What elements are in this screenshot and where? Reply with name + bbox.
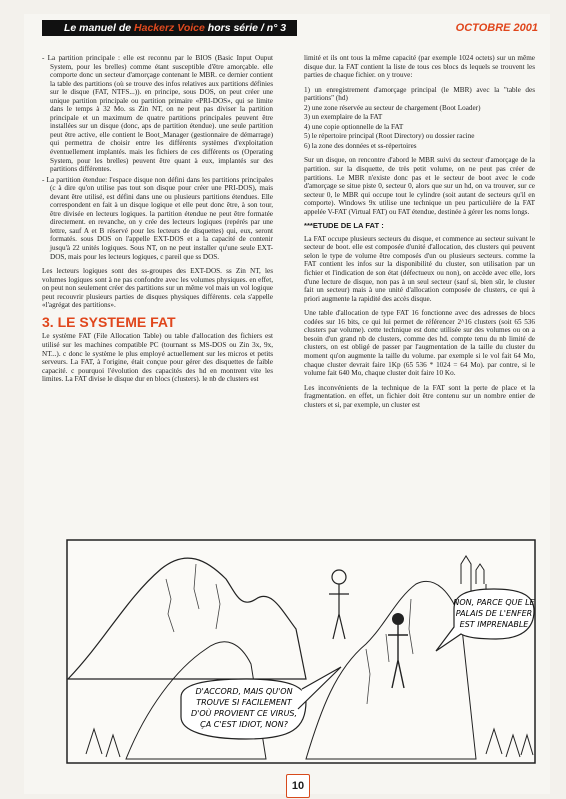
header-title xyxy=(42,20,297,36)
comic-illustration xyxy=(66,539,536,764)
bubble-right-line-2: PALAIS DE L'ENFER xyxy=(455,609,533,618)
page-header xyxy=(42,20,538,38)
paragraph: La FAT occupe plusieurs secteurs du disque, et commence au secteur suivant le secteur de boot. elle est composée d'unité d'allocation, des clusters qui peuvent selon le type de volume être composés d'un ou plusieurs secteurs. comme la FAT contient les infos sur la disponibilité du cluster, son utilisation par un fichier et l'indication de son état (défectueux ou non), on accède avec elle, lors d'une lecture de disque, non pas à un seul secteur (sauf si, bien sûr, le cluster fait un secteur) mais à une unité d'allocation composée de clusters, ce qui à priori augmente la rapidité des accès disque. xyxy=(304,234,535,303)
man-figure-head xyxy=(392,613,404,625)
partition-list xyxy=(42,54,273,261)
header-title-prefix: Le manuel de xyxy=(64,22,135,34)
bubble-left-line-3: D'OÙ PROVIENT CE VIRUS, xyxy=(190,709,298,718)
list-item: 5) le répertoire principal (Root Directory) ou dossier racine xyxy=(304,132,475,141)
list-item: - La partition principale : elle est reconnu par le BIOS (Basic Input Ouput System, pour les brelles) comme étant susceptible d'être amorçable. elle comporte donc un secteur d'amorçage contenant le MBR. ce dernier contient la table des partitions (où se trouve des infos relatives aux partitions définies sur le disque (FAT, NTFS...)). en principe, sous DOS, on peut créer une unique partition principale ou partition primaire «PRI-DOS», qui se limite dans le temps à 32 Mo. ss Zin NT, on ne peut pas diviser la partition principale et un maximum de quatre partitions principales peuvent être installées sur un disque (donc, aps de partition étendue). une seule partition peut être active, elle contient le Boot_Manager (gestionnaire de démarrage) qui permettra de choisir entre les différents systèmes d'exploitation éventuellement implantés. mais les fichiers de ces différents os (Operating System, pour les brelles) peuvent être quant à eux, implantés sur des partitions différentes. xyxy=(42,54,273,174)
magazine-page xyxy=(24,14,550,794)
paragraph: Une table d'allocation de type FAT 16 fonctionne avec des adresses de blocs codées sur 16 bits, ce qui lui permet de référencer 2^16 clusters (soit 65 536 clusters par volume). cette technique est donc utilisée sur des volumes ou on a besoin d'un grand nb de clusters, comme des hd. compte tenu du nb limité de clusters, on est obligé de passer par l'augmentation de la taille du cluster du moment qu'on augmente la taille du volume. par exemple si le vol fait 64 Mo, chaque cluster devrait faire 1Kp (65 536 * 1024 = 64 Mo). par contre, si le volume fait 640 Mo, chaque cluster doit faire 10 Ko. xyxy=(304,309,535,378)
paragraph: limité et ils ont tous la même capacité (par exemple 1024 octets) sur un même disque dur. la FAT contient la liste de tous ces blocs ds lequels se trouvent les parties de chaque fichier. on y trouve: xyxy=(304,54,535,80)
list-item: 4) une copie optionnelle de la FAT xyxy=(304,122,404,131)
subsection-title: ***ETUDE DE LA FAT : xyxy=(304,221,384,231)
bubble-left-line-4: ÇA C'EST IDIOT, NON? xyxy=(200,720,288,729)
list-item: 1) un enregistrement d'amorçage principal (le MBR) avec la "table des partitions" (hd) xyxy=(304,85,535,103)
left-column xyxy=(42,54,273,390)
header-brand: Hackerz Voice xyxy=(134,22,205,34)
header-date: OCTOBRE 2001 xyxy=(455,22,538,34)
paragraph: Le système FAT (File Allocation Table) ou table d'allocation des fichiers est utilisé sur les machines compatible PC (tournant ss MS-DOS ou Zin 3x, 9x, NT...). c donc le système le plus employé actuellement sur les micros et petits serveurs. La FAT, à l'origine, était conçue pour gérer des disquettes de faible capacité. c pourquoi l'évolution des capacités des hd en montrent vite les limites. La FAT divise le disque dur en blocs (clusters). le nb de clusters est xyxy=(42,332,273,384)
paragraph: Les inconvénients de la technique de la FAT sont la perte de place et la fragmentation. en effet, un fichier doit être contenu sur un nombre entier de clusters et si, par exemple, un cluster est xyxy=(304,383,535,409)
bubble-left-line-2: TROUVE SI FACILEMENT xyxy=(196,698,292,707)
section-title: 3. LE SYSTEME FAT xyxy=(42,313,176,330)
list-item: 2) une zone réservée au secteur de chargement (Boot Loader) xyxy=(304,103,481,112)
list-item: 6) la zone des données et ss-répertoires xyxy=(304,141,417,150)
page-number: 10 xyxy=(286,774,310,798)
paragraph: Sur un disque, on rencontre d'abord le MBR suivi du secteur d'amorçage de la partition. sur la disquette, de très petit volume, on ne peut pas créer de partitions. Le MBR n'existe donc pas et le secteur de boot avec le code d'amorçage se situe piste 0, secteur 0, alors que sur un hd, on va trouver, sur ce secteur 0, le MBR qui occupe tout le cylindre (soit autant de secteurs qu'il en comporte). Windows 9x utilise une technique un peu particulière de la FAT appelée V-FAT (Virtual FAT) ou FAT étendue, destinée à gérer les noms longs. xyxy=(304,156,535,216)
list-item: 3) un exemplaire de la FAT xyxy=(304,113,383,122)
bubble-right-line-1: NON, PARCE QUE LE xyxy=(453,598,535,607)
paragraph: Les lecteurs logiques sont des ss-groupes des EXT-DOS. ss Zin NT, les volumes logiques sont à ne pas confondre avec les volumes physiques. en effet, on peut non seulement créer des partitions sur un même vol mais un vol logique peut recouvrir plusieurs parties de disques physiques différents. cela s'appelle «l'agrégat des partitions». xyxy=(42,267,273,310)
header-title-suffix: hors série / n° 3 xyxy=(204,22,287,34)
right-column xyxy=(304,54,535,415)
list-item: - La partition étendue: l'espace disque non défini dans les partitions principales (c à dire qu'on utilise pas tout son disque pour créer une PRI-DOS), mais devant être utilisé, est défini dans une ou plusieurs partitions étendues. Elle correspondent en fait à un disque logique et elle peut donc être, à son tour, être divisée en lecteurs logiques. la partition étendue ne peut être formatée directement. en revanche, on y crée des lecteurs logiques (repérés par une lettre, sauf A et B réservé pour les lecteurs de disquettes) qui, eux, seront formatés. sous DOS on l'appelle EXT-DOS et a la capacité de contenir jusqu'à 22 unités logiques. Sous NT, on ne peut installer qu'une seule EXT-DOS, mais pour les lecteurs logiques, c pareil que ss DOS. xyxy=(42,175,273,261)
fat-structure-list xyxy=(304,86,535,151)
bubble-right-line-3: EST IMPRENABLE xyxy=(459,620,529,629)
bubble-left-line-1: D'ACCORD, MAIS QU'ON xyxy=(195,687,293,696)
